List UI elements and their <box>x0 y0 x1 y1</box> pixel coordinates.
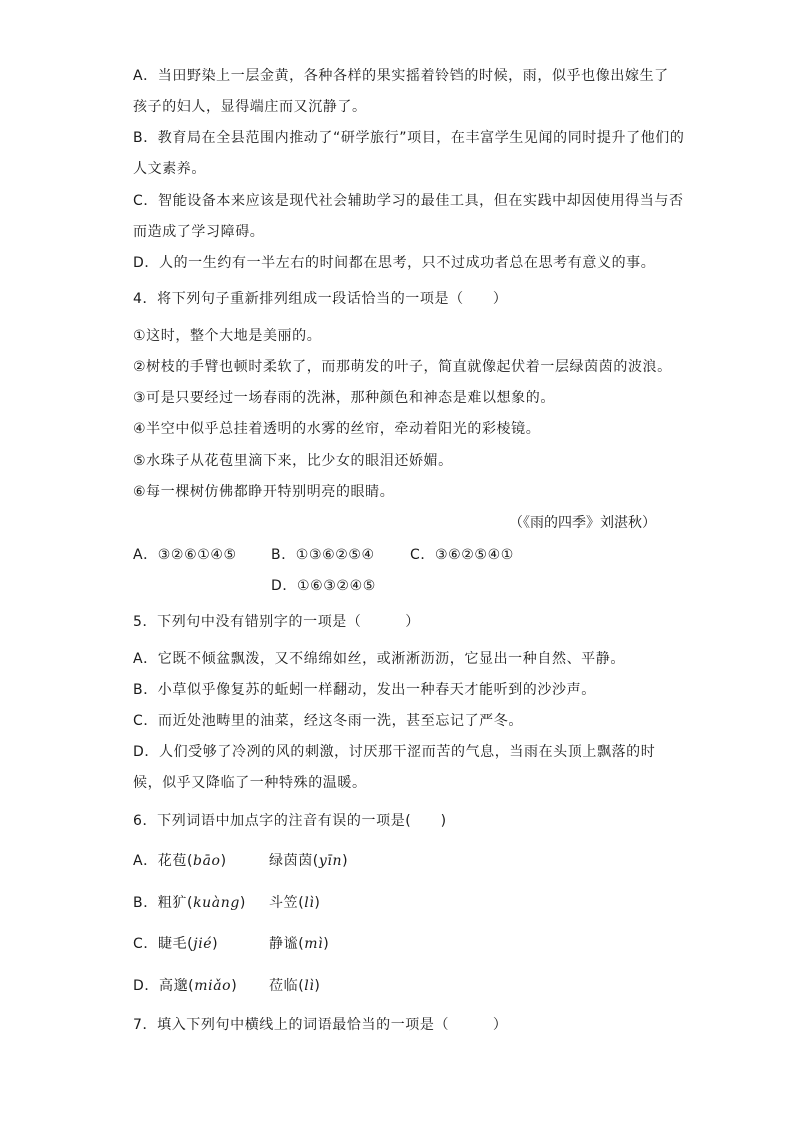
q3-option-b-line2: 人文素养。 <box>133 161 206 177</box>
q6-option-d-word1: D．高邈(miǎo) <box>133 978 238 994</box>
q7-stem: 7．填入下列句中横线上的词语最恰当的一项是（ ） <box>133 1017 508 1033</box>
q4-option-b: B．①③⑥②⑤④ <box>271 547 375 563</box>
q4-option-a: A．③②⑥①④⑤ <box>133 547 237 563</box>
q3-option-b-line1: B．教育局在全县范围内推动了“研学旅行”项目，在丰富学生见闻的同时提升了他们的 <box>133 130 685 146</box>
q4-sentence-2: ②树枝的手臂也顿时柔软了，而那萌发的叶子，简直就像起伏着一层绿茵茵的波浪。 <box>133 359 672 375</box>
q6-option-a-word2: 绿茵茵(yīn) <box>269 853 349 869</box>
q6-option-d-word2: 莅临(lì) <box>269 978 321 994</box>
q3-option-c-line1: C．智能设备本来应该是现代社会辅助学习的最佳工具，但在实践中却因使用得当与否 <box>133 193 684 209</box>
q4-sentence-6: ⑥每一棵树仿佛都睁开特别明亮的眼睛。 <box>133 484 395 500</box>
q5-option-b: B．小草似乎像复苏的蚯蚓一样翻动，发出一种春天才能听到的沙沙声。 <box>133 682 596 698</box>
q5-stem: 5．下列句中没有错别字的一项是（ ） <box>133 614 420 630</box>
q5-option-a: A．它既不倾盆飘泼，又不绵绵如丝，或淅淅沥沥，它显出一种自然、平静。 <box>133 651 625 667</box>
q4-option-c: C．③⑥②⑤④① <box>410 547 514 563</box>
q5-option-d-line2: 候，似乎又降临了一种特殊的温暖。 <box>133 775 367 791</box>
q6-option-a-word1: A．花苞(bāo) <box>133 853 227 869</box>
q6-stem: 6．下列词语中加点字的注音有误的一项是( ) <box>133 813 447 829</box>
q3-option-a-line2: 孩子的妇人，显得端庄而又沉静了。 <box>133 99 367 115</box>
q6-option-b-word2: 斗笠(lì) <box>269 895 321 911</box>
q4-stem: 4．将下列句子重新排列组成一段话恰当的一项是（ ） <box>133 291 508 307</box>
q6-option-b-word1: B．粗犷(kuàng) <box>133 895 246 911</box>
q4-source: （《雨的四季》刘湛秋） <box>509 515 656 531</box>
q4-option-d: D．①⑥③②④⑤ <box>271 578 376 594</box>
q4-sentence-5: ⑤水珠子从花苞里滴下来，比少女的眼泪还娇媚。 <box>133 453 453 469</box>
q3-option-a-line1: A．当田野染上一层金黄，各种各样的果实摇着铃铛的时候，雨，似乎也像出嫁生了 <box>133 68 669 84</box>
q3-option-d: D．人的一生约有一半左右的时间都在思考，只不过成功者总在思考有意义的事。 <box>133 255 656 271</box>
q4-sentence-4: ④半空中似乎总挂着透明的水雾的丝帘，牵动着阳光的彩棱镜。 <box>133 421 541 437</box>
q5-option-c: C．而近处池畴里的油菜，经这冬雨一洗，甚至忘记了严冬。 <box>133 713 523 729</box>
q6-option-c-word1: C．睫毛(jié) <box>133 936 219 952</box>
q4-sentence-1: ①这时，整个大地是美丽的。 <box>133 328 322 344</box>
q4-sentence-3: ③可是只要经过一场春雨的洗淋，那种颜色和神态是难以想象的。 <box>133 390 555 406</box>
q3-option-c-line2: 而造成了学习障碍。 <box>133 224 265 240</box>
q5-option-d-line1: D．人们受够了冷冽的风的刺激，讨厌那干涩而苦的气息，当雨在头顶上飘落的时 <box>133 744 656 760</box>
q6-option-c-word2: 静谧(mì) <box>269 936 330 952</box>
